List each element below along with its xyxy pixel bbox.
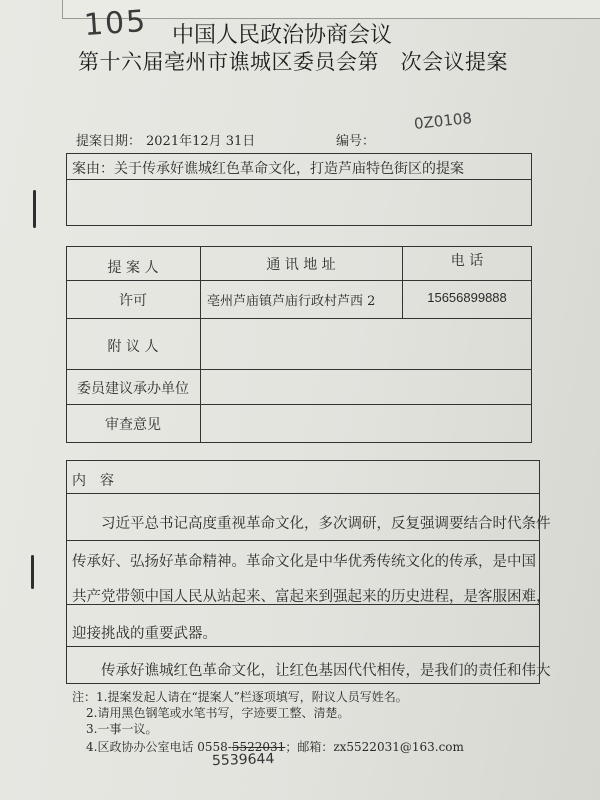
cosigner-label: 附 议 人 <box>107 339 159 355</box>
margin-mark-bottom <box>31 555 34 589</box>
title-line-1: 中国人民政治协商会议 <box>172 23 393 48</box>
case-label: 案由： <box>72 161 114 177</box>
content-heading: 内 容 <box>72 473 114 489</box>
note-4-suffix: ；邮箱：zx5522031@163.com <box>285 740 464 754</box>
handwritten-proposal-number: 105 <box>82 3 149 44</box>
header-proposer: 提 案 人 <box>107 260 159 276</box>
proposer-address: 亳州芦庙镇芦庙行政村芦西 2 <box>207 294 376 309</box>
review-opinion-label: 审查意见 <box>105 417 161 433</box>
header-address: 通 讯 地 址 <box>266 257 336 273</box>
case-text: 关于传承好谯城红色革命文化，打造芦庙特色街区的提案 <box>114 161 464 177</box>
header-phone: 电 话 <box>450 253 484 269</box>
number-label: 编号： <box>336 134 376 149</box>
note-4 <box>86 738 464 755</box>
note-3: 3.一事一议。 <box>86 722 158 736</box>
content-line-2: 传承好、弘扬好革命精神。革命文化是中华优秀传统文化的传承，是中国 <box>72 554 536 570</box>
handwritten-number-code: 0Z0108 <box>413 109 473 133</box>
note-4-prefix: 4.区政协办公室电话 0558- <box>86 740 232 754</box>
content-line-5: 传承好谯城红色革命文化，让红色基因代代相传，是我们的责任和伟大 <box>72 663 551 679</box>
title-line-2: 第十六届亳州市谯城区委员会第 次会议提案 <box>78 50 508 74</box>
proposer-name: 许可 <box>119 293 147 309</box>
date-label: 提案日期： <box>76 134 142 149</box>
content-line-1: 习近平总书记高度重视革命文化，多次调研，反复强调要结合时代条件 <box>72 516 551 532</box>
proposer-phone: 15656899888 <box>427 290 507 305</box>
date-value: 2021年12月 31日 <box>146 134 256 149</box>
note-4-struck-phone: 5522031 <box>231 740 286 754</box>
note-1: 注：1.提案发起人请在“提案人”栏逐项填写，附议人员写姓名。 <box>72 690 408 704</box>
margin-mark-top <box>33 190 36 228</box>
content-line-3: 共产党带领中国人民从站起来、富起来到强起来的历史进程，是客服困难， <box>72 589 551 605</box>
handwritten-phone: 5539644 <box>211 750 275 770</box>
undertaking-unit-label: 委员建议承办单位 <box>77 381 189 397</box>
content-line-4: 迎接挑战的重要武器。 <box>72 626 217 642</box>
note-2: 2.请用黑色钢笔或水笔书写，字迹要工整、清楚。 <box>86 706 350 720</box>
